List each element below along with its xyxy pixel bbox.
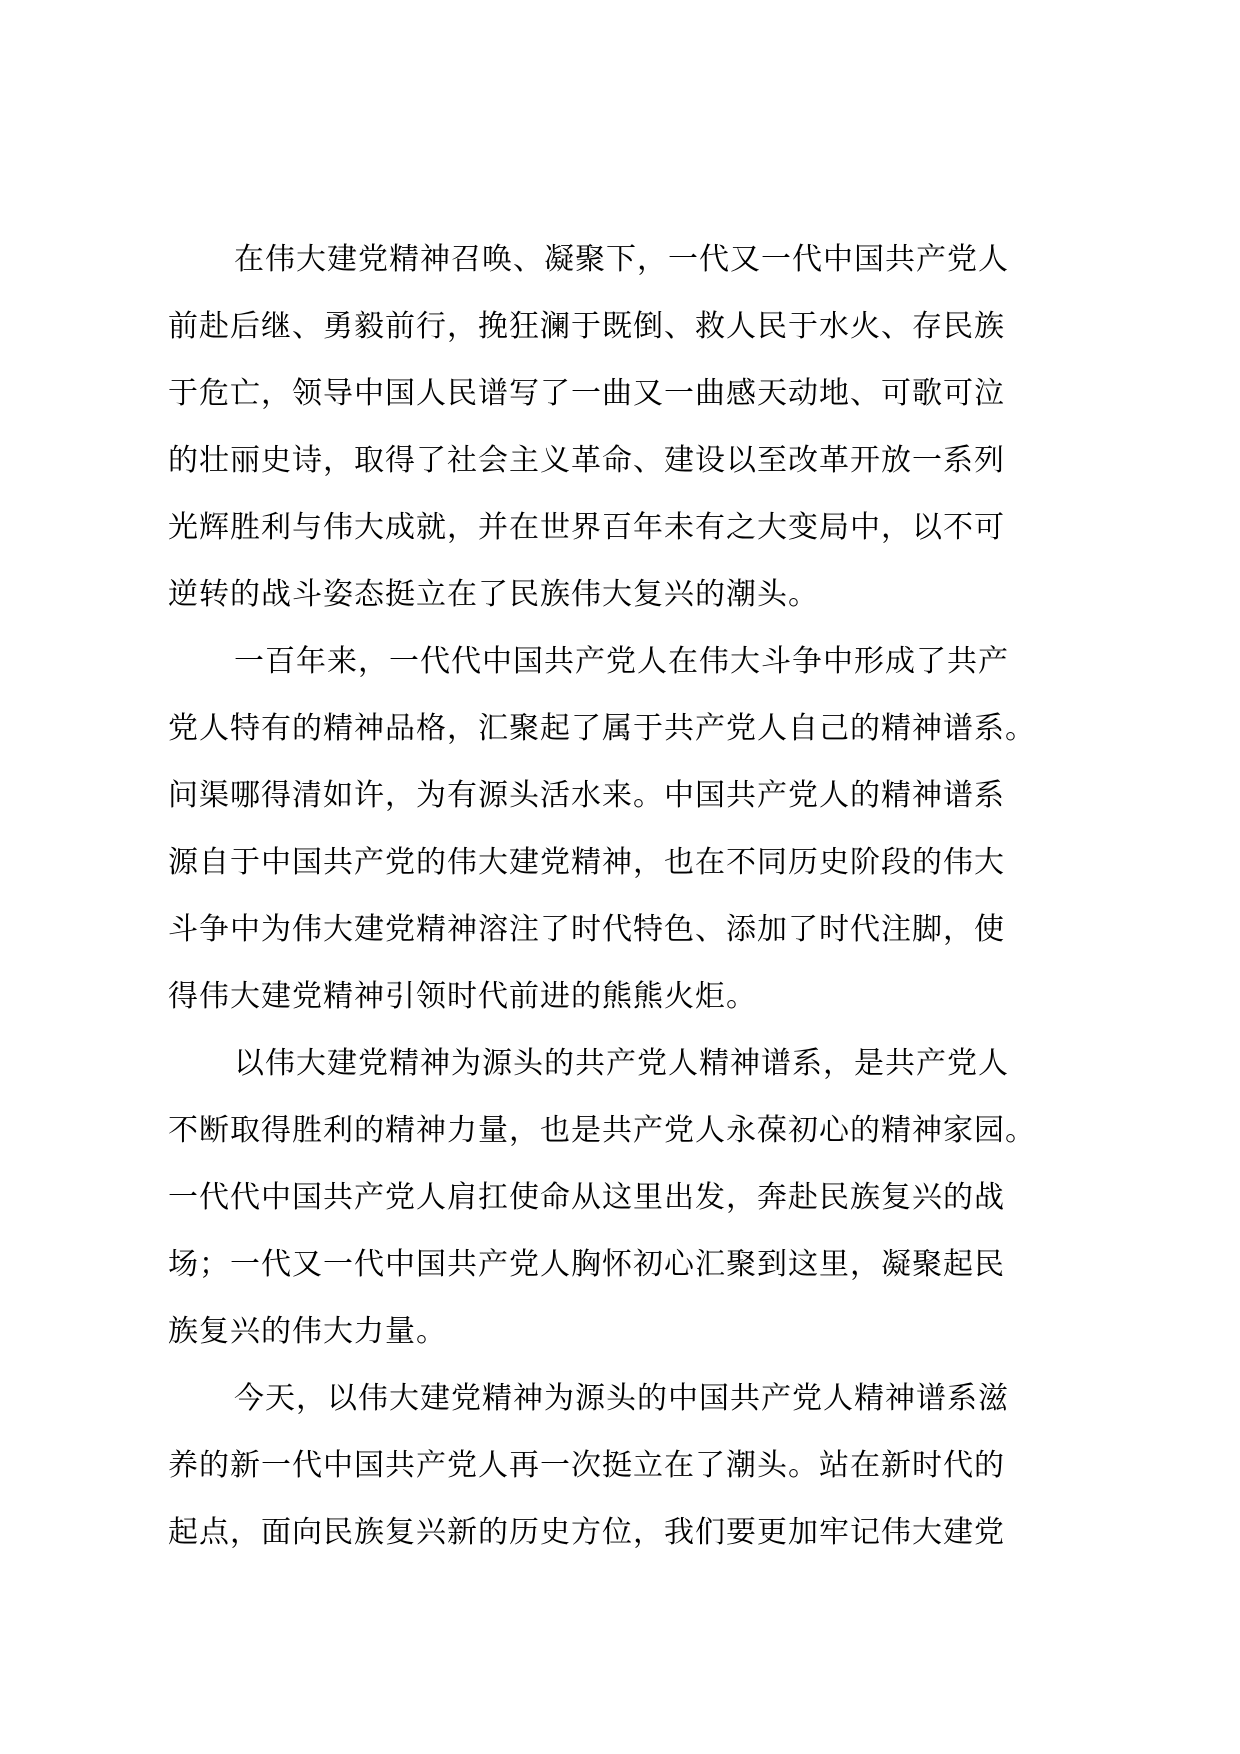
text-line: 前赴后继、勇毅前行，挽狂澜于既倒、救人民于水火、存民族: [168, 309, 1005, 344]
text-line: 党人特有的精神品格，汇聚起了属于共产党人自己的精神谱系。: [168, 711, 1036, 746]
text-line: 得伟大建党精神引领时代前进的熊熊火炬。: [168, 979, 757, 1014]
text-line: 一百年来，一代代中国共产党人在伟大斗争中形成了共产: [234, 644, 1009, 679]
text-line: 光辉胜利与伟大成就，并在世界百年未有之大变局中，以不可: [168, 510, 1005, 545]
text-line: 问渠哪得清如许，为有源头活水来。中国共产党人的精神谱系: [168, 778, 1005, 813]
text-line: 一代代中国共产党人肩扛使命从这里出发，奔赴民族复兴的战: [168, 1180, 1005, 1215]
text-line: 的壮丽史诗，取得了社会主义革命、建设以至改革开放一系列: [168, 443, 1005, 478]
text-line: 不断取得胜利的精神力量，也是共产党人永葆初心的精神家园。: [168, 1113, 1036, 1148]
text-line: 逆转的战斗姿态挺立在了民族伟大复兴的潮头。: [168, 577, 819, 612]
text-line: 场；一代又一代中国共产党人胸怀初心汇聚到这里，凝聚起民: [168, 1247, 1005, 1282]
text-line: 今天，以伟大建党精神为源头的中国共产党人精神谱系滋: [234, 1381, 1009, 1416]
text-line: 族复兴的伟大力量。: [168, 1314, 447, 1349]
body-text: [168, 226, 1108, 1566]
text-line: 于危亡，领导中国人民谱写了一曲又一曲感天动地、可歌可泣: [168, 376, 1005, 411]
text-line: 在伟大建党精神召唤、凝聚下，一代又一代中国共产党人: [234, 242, 1009, 277]
text-line: 起点，面向民族复兴新的历史方位，我们要更加牢记伟大建党: [168, 1515, 1005, 1550]
text-line: 源自于中国共产党的伟大建党精神，也在不同历史阶段的伟大: [168, 845, 1005, 880]
text-line: 养的新一代中国共产党人再一次挺立在了潮头。站在新时代的: [168, 1448, 1005, 1483]
text-line: 以伟大建党精神为源头的共产党人精神谱系，是共产党人: [234, 1046, 1009, 1081]
text-line: 斗争中为伟大建党精神溶注了时代特色、添加了时代注脚，使: [168, 912, 1005, 947]
